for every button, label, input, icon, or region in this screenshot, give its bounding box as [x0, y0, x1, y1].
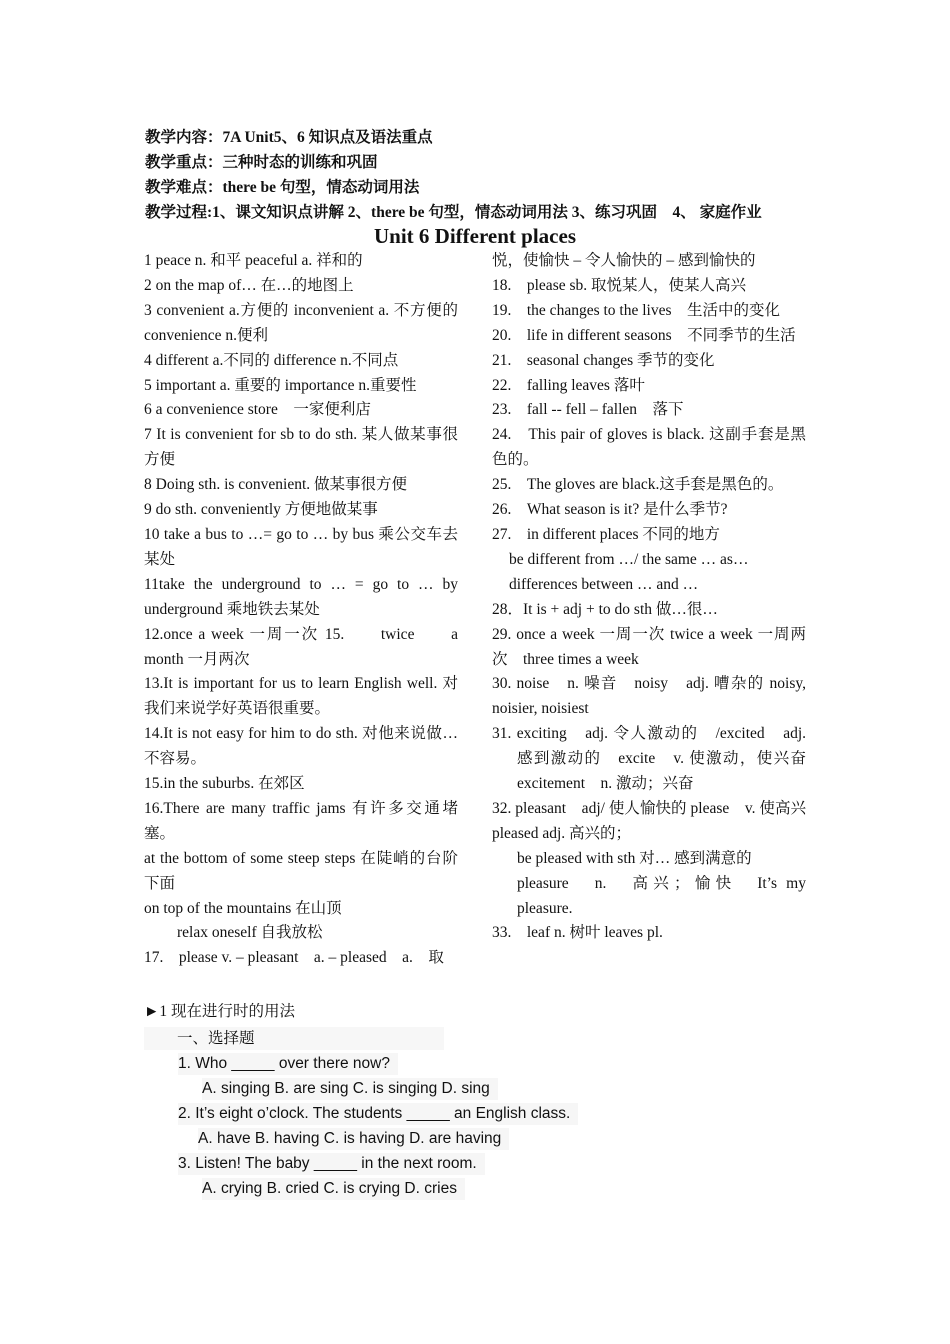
vocab-item: 11take the underground to … = go to … by underground 乘地铁去某处	[144, 575, 458, 618]
vocab-item: 7 It is convenient for sb to do sth. 某人做某事很方便	[144, 426, 458, 469]
vocab-item: on top of the mountains 在山顶	[144, 899, 342, 917]
teaching-content: 教学内容：7A Unit5、6 知识点及语法重点	[145, 129, 433, 146]
vocab-item: 21. seasonal changes 季节的变化	[492, 351, 715, 369]
vocab-item: be different from …/ the same … as…	[509, 550, 749, 568]
vocab-item: 26. What season is it? 是什么季节?	[492, 501, 728, 519]
lesson-header	[145, 125, 815, 225]
teaching-difficulty: 教学难点：there be 句型，情态动词用法	[145, 179, 420, 196]
vocab-item: 32. pleasant adj/ 使人愉快的 please v. 使高兴 pleased adj. 高兴的；	[492, 799, 806, 842]
vocab-item: at the bottom of some steep steps 在陡峭的台阶下面	[144, 849, 458, 892]
vocab-item: 17. please v. – pleasant a. – pleased a. 取	[144, 949, 444, 967]
vocab-item: be pleased with sth 对… 感到满意的	[517, 849, 752, 867]
vocab-item: 31. exciting adj. 令人激动的 /excited adj. 感到激动的 excite v. 使激动，使兴奋 excitement n. 激动；兴奋	[492, 725, 822, 793]
vocab-item: relax oneself 自我放松	[177, 924, 323, 942]
subsection-title: 一、选择题	[144, 1027, 444, 1050]
vocab-column-right	[492, 249, 822, 946]
vocab-item: 18. please sb. 取悦某人，使某人高兴	[492, 276, 747, 294]
vocab-item: 25. The gloves are black.这手套是黑色的。	[492, 476, 784, 494]
vocab-item: 14.It is not easy for him to do sth. 对他来说做…不容易。	[144, 725, 458, 768]
vocab-item: 6 a convenience store 一家便利店	[144, 401, 371, 419]
vocab-item: 2 on the map of… 在…的地图上	[144, 276, 354, 294]
vocab-item: 33. leaf n. 树叶 leaves pl.	[492, 924, 663, 942]
section-title: ►1 现在进行时的用法	[144, 1003, 295, 1020]
vocab-item: 3 convenient a.方便的 inconvenient a. 不方便的 convenience n.便利	[144, 301, 458, 344]
vocab-item: 19. the changes to the lives 生活中的变化	[492, 301, 780, 319]
vocab-item: 5 important a. 重要的 importance n.重要性	[144, 376, 417, 394]
teaching-focus: 教学重点：三种时态的训练和巩固	[145, 154, 378, 171]
question-2: 2. It’s eight o’clock. The students _____ an English class.	[178, 1103, 578, 1125]
vocab-item: 28．It is + adj + to do sth 做…很…	[492, 600, 718, 618]
vocab-item: 10 take a bus to …= go to … by bus 乘公交车去某处	[144, 525, 458, 568]
question-1-options: A. singing B. are sing C. is singing D. sing	[202, 1078, 498, 1100]
question-2-options: A. have B. having C. is having D. are having	[198, 1128, 509, 1150]
question-3: 3. Listen! The baby _____ in the next room.	[178, 1153, 485, 1175]
vocab-item: 23. fall -- fell – fallen 落下	[492, 401, 684, 419]
vocab-item: 24. This pair of gloves is black. 这副手套是黑色的。	[492, 426, 806, 469]
vocab-column-left	[144, 249, 458, 971]
vocab-item: differences between … and …	[509, 575, 699, 593]
vocab-item: 20. life in different seasons 不同季节的生活	[492, 326, 796, 344]
vocab-item: 30. noise n. 噪音 noisy adj. 嘈杂的 noisy, noisier, noisiest	[492, 675, 806, 718]
teaching-process: 教学过程:1、课文知识点讲解 2、there be 句型，情态动词用法 3、练习巩固 4、 家庭作业	[145, 204, 762, 221]
vocab-item: 4 different a.不同的 difference n.不同点	[144, 351, 399, 369]
vocab-item: 15.in the suburbs. 在郊区	[144, 775, 305, 793]
vocab-item: 29. once a week 一周一次 twice a week 一周两次 three times a week	[492, 625, 806, 668]
vocab-item: 22. falling leaves 落叶	[492, 376, 645, 394]
vocab-item: 1 peace n. 和平 peaceful a. 祥和的	[144, 252, 363, 269]
vocab-item: 16.There are many traffic jams 有许多交通堵塞。	[144, 799, 458, 842]
vocab-item: 13.It is important for us to learn English well. 对我们来说学好英语很重要。	[144, 675, 458, 718]
vocab-item: 27. in different places 不同的地方	[492, 525, 720, 543]
vocab-item: pleasure n. 高兴；愉快 It’s my pleasure.	[517, 874, 806, 917]
unit-title: Unit 6 Different places	[374, 224, 576, 248]
question-1: 1. Who _____ over there now?	[178, 1053, 398, 1075]
question-3-options: A. crying B. cried C. is crying D. cries	[202, 1178, 465, 1200]
vocab-item: 9 do sth. conveniently 方便地做某事	[144, 501, 378, 519]
vocab-item: 8 Doing sth. is convenient. 做某事很方便	[144, 476, 408, 494]
vocab-item: 悦，使愉快 – 令人愉快的 – 感到愉快的	[492, 252, 756, 269]
vocab-item: 12.once a week 一周一次 15. twice a month 一月两次	[144, 625, 458, 668]
